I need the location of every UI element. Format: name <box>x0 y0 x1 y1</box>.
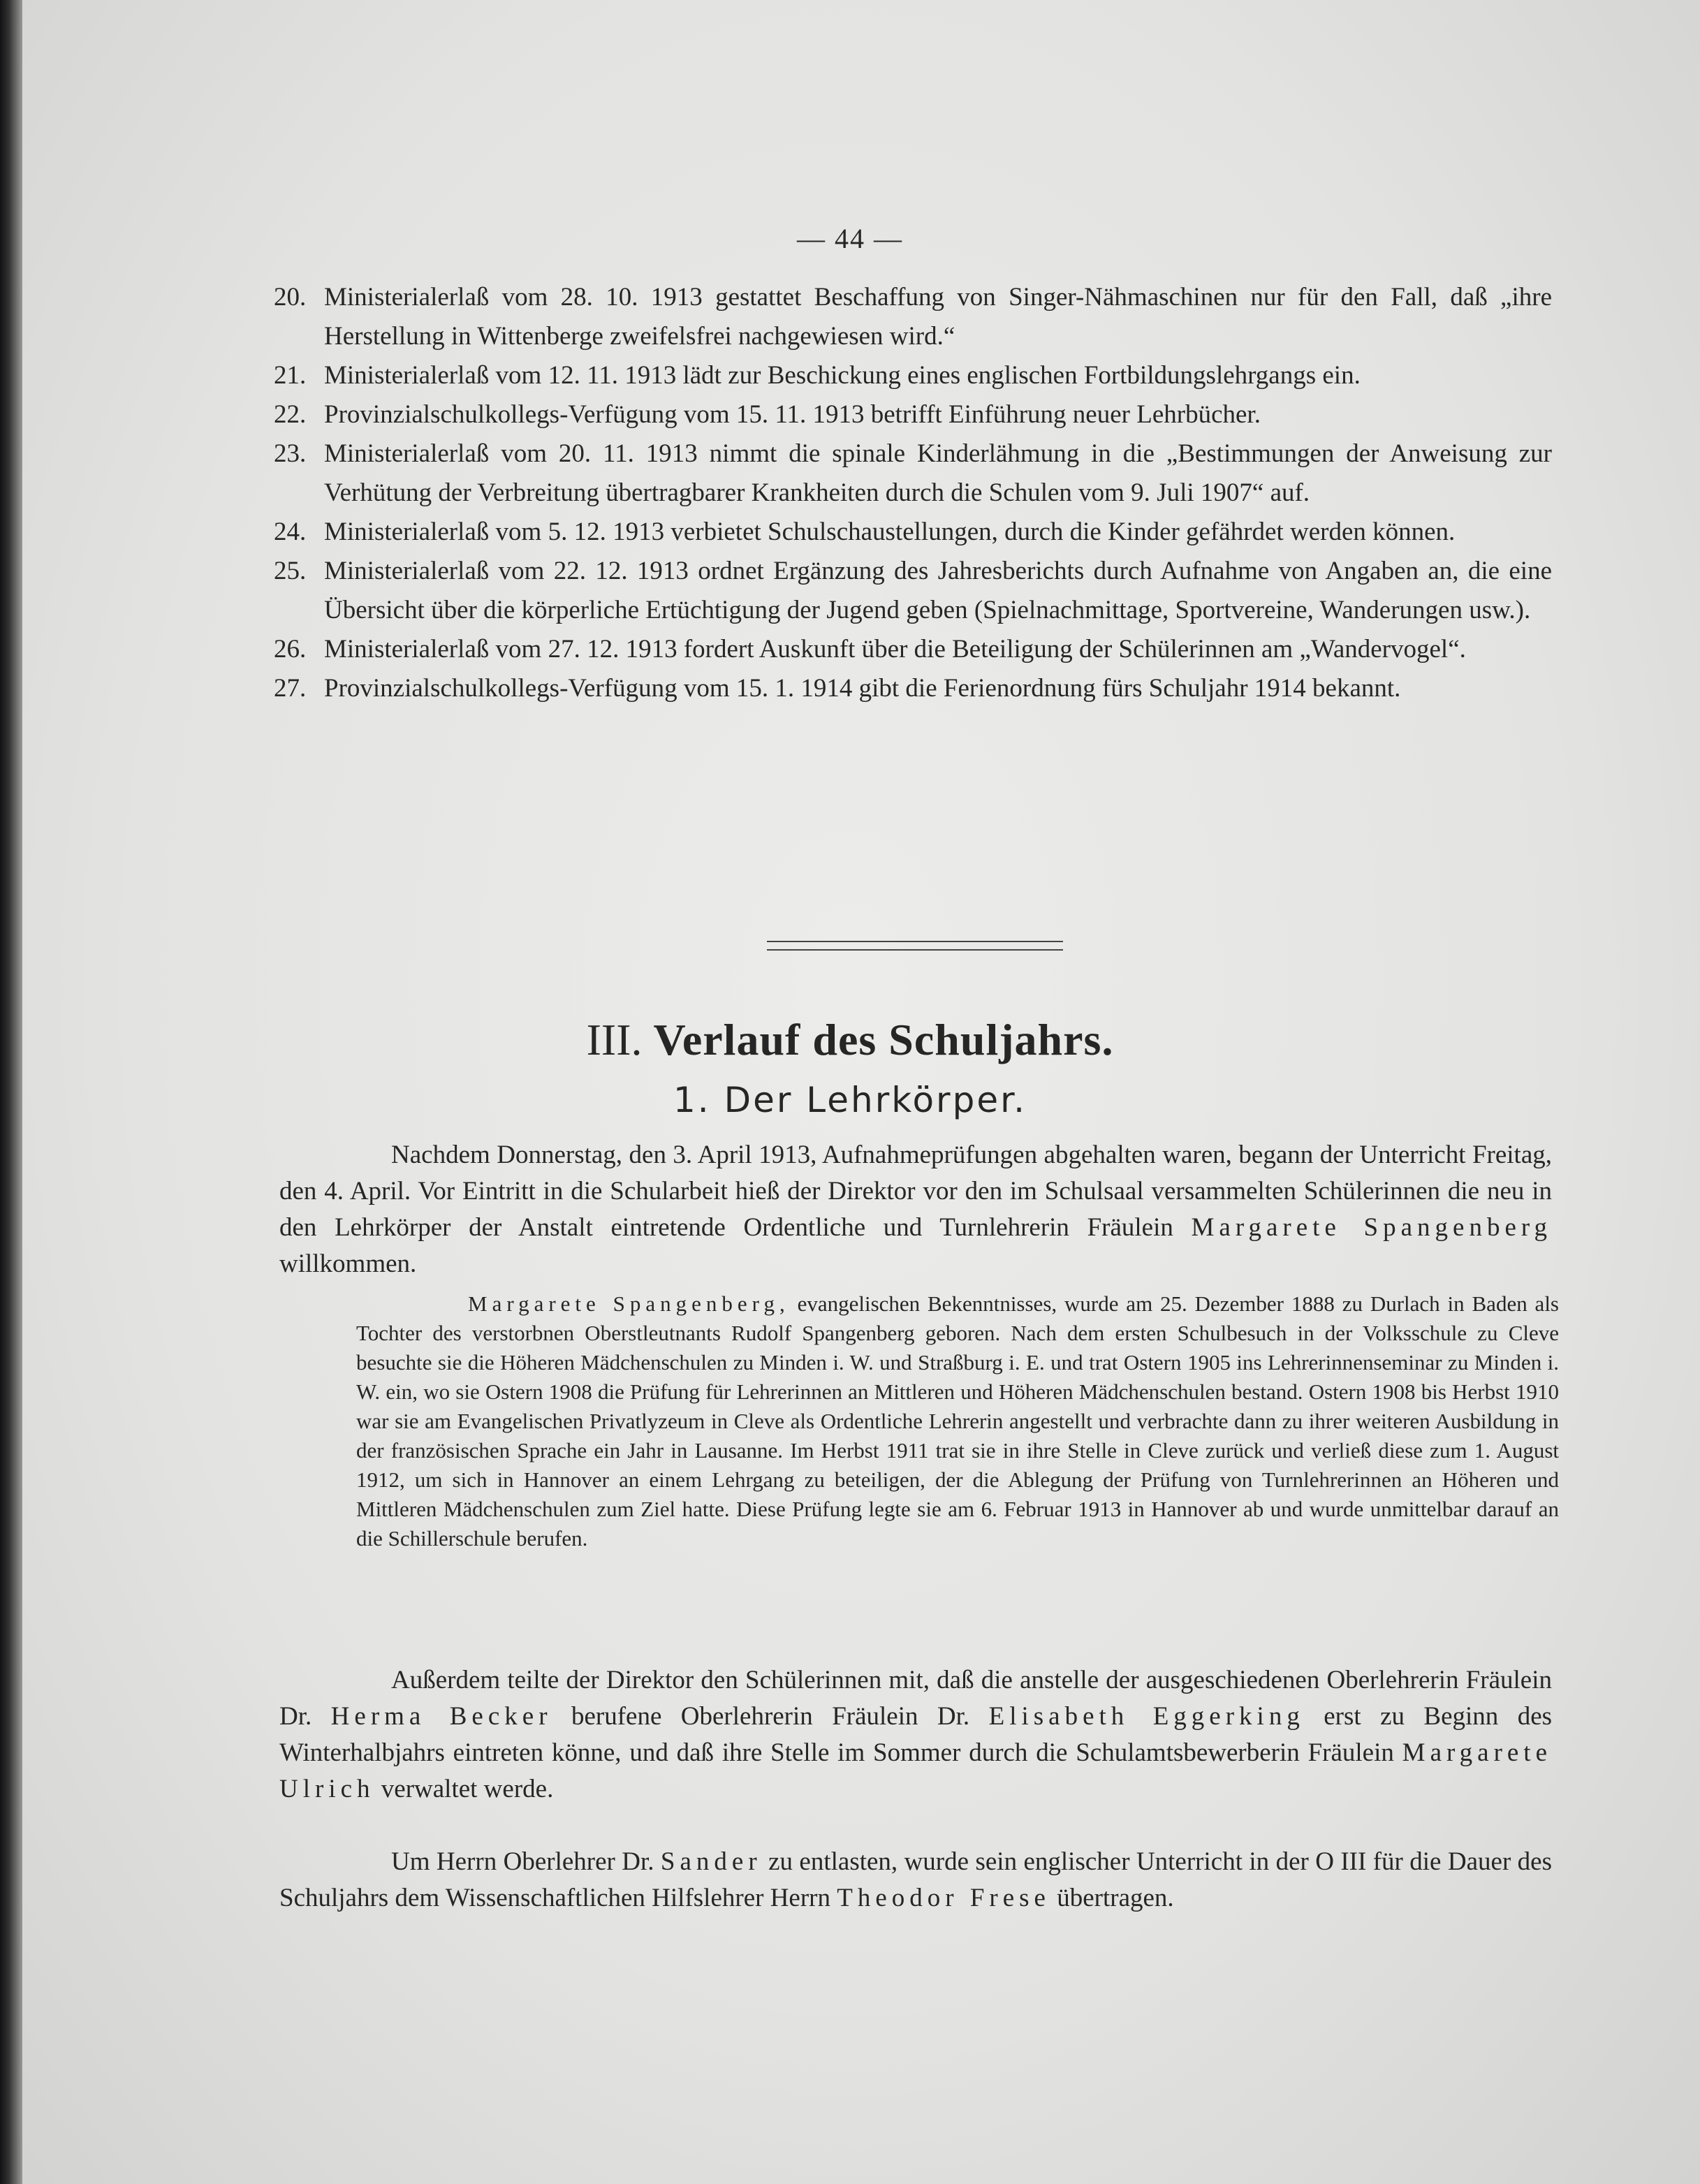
item-text: Provinzialschulkollegs-Verfügung vom 15. 11. 1913 betrifft Einführung neuer Lehrbücher. <box>324 400 1261 429</box>
list-item <box>274 552 1552 630</box>
section-heading <box>0 1014 1700 1066</box>
biography-text: evangelischen Bekenntnisses, wurde am 25. Dezember 1888 zu Durlach in Baden als Tochter des verstorbnen Oberstleutnants Rudolf Spangenberg geboren. Nach dem ersten Schulbesuch in der Volksschule zu Cleve besuchte sie die Höheren Mädchenschulen zu Minden i. W. und Straßburg i. E. und trat Ostern 1905 ins Lehrerinnenseminar zu Minden i. W. ein, wo sie Ostern 1908 die Prüfung für Lehrerinnen an Mittleren und Höheren Mädchenschulen bestand. Ostern 1908 bis Herbst 1910 war sie am Evangelischen Privatlyzeum in Cleve als Ordentliche Lehrerin angestellt und verbrachte dann zu ihrer weiteren Ausbildung in der französischen Sprache ein Jahr in Lausanne. Im Herbst 1911 trat sie in ihre Stelle in Cleve zurück und verließ diese zum 1. August 1912, um sich in Hannover an einem Lehrgang zu beteiligen, der die Ablegung der Prüfung von Turnlehrerinnen an Höheren und Mittleren Mädchenschulen zum Ziel hatte. Diese Prüfung legte sie am 6. Februar 1913 in Hannover ab und wurde unmittelbar darauf an die Schillerschule berufen. <box>356 1291 1559 1551</box>
list-item <box>274 434 1552 513</box>
page-number: — 44 — <box>797 223 903 254</box>
list-item <box>274 356 1552 395</box>
paragraph-text: berufene Oberlehrerin Fräulein Dr. <box>571 1702 970 1731</box>
paragraph-text: verwaltet werde. <box>381 1775 554 1803</box>
item-text: Provinzialschulkollegs-Verfügung vom 15. 1. 1914 gibt die Ferienordnung fürs Schuljahr 1914 bekannt. <box>324 674 1401 703</box>
item-number: 23. <box>274 439 307 468</box>
item-number: 27. <box>274 674 307 703</box>
paragraph-text: Nachdem Donnerstag, den 3. April 1913, Aufnahmeprüfungen abgehalten waren, begann der Unterricht Freitag, den 4. April. Vor Eintritt in die Schularbeit hieß der Direktor vor den im Schulsaal versammelten Schülerinnen die neu in den Lehrkörper der Anstalt eintretende Ordentliche und Turnlehrerin Fräulein <box>279 1141 1552 1242</box>
item-text: Ministerialerlaß vom 20. 11. 1913 nimmt die spinale Kinderlähmung in die „Bestimmungen der Anweisung zur Verhütung der Verbreitung übertragbarer Krankheiten durch die Schulen vom 9. Juli 1907“ auf. <box>324 439 1552 507</box>
list-item <box>274 278 1552 356</box>
list-item <box>274 669 1552 708</box>
section-divider <box>767 941 1063 951</box>
biography-note <box>356 1289 1559 1553</box>
section-title: Verlauf des Schuljahrs. <box>653 1015 1114 1064</box>
person-name: Theodor Frese <box>837 1884 1050 1912</box>
subsection-heading: 1. Der Lehrkörper. <box>673 1080 1027 1120</box>
list-item <box>274 630 1552 669</box>
list-item <box>274 395 1552 434</box>
paragraph-text: Außerdem teilte der Direktor den Schülerinnen mit, daß die anstelle der ausgeschiedenen Oberlehrerin Fräulein Dr. <box>279 1666 1552 1731</box>
person-name: Sander <box>660 1847 762 1876</box>
person-name: Margarete Spangenberg <box>1191 1213 1553 1242</box>
item-number: 25. <box>274 557 307 585</box>
item-number: 22. <box>274 400 307 429</box>
section-number: III. <box>586 1015 643 1064</box>
paragraph-text: erst zu Beginn des Winterhalbjahrs eintreten könne, und daß ihre Stelle im Sommer durch die Schulamtsbewerberin Fräulein <box>279 1702 1553 1767</box>
paragraph-text: Um Herrn Oberlehrer Dr. <box>391 1847 654 1876</box>
paragraph-text: zu entlasten, wurde sein englischer Unterricht in der O III für die Dauer des Schuljahrs dem Wissenschaftlichen Hilfslehrer Herrn <box>279 1847 1553 1912</box>
item-number: 20. <box>274 283 307 312</box>
item-text: Ministerialerlaß vom 27. 12. 1913 fordert Auskunft über die Beteiligung der Schülerinnen am „Wandervogel“. <box>324 635 1466 664</box>
person-name: Herma Becker <box>330 1702 552 1731</box>
paragraph-text: übertragen. <box>1057 1884 1174 1912</box>
person-name: Margarete Spangenberg, <box>468 1291 790 1316</box>
paragraph-teaching-transfer <box>279 1844 1552 1917</box>
paragraph-text: willkommen. <box>279 1249 417 1278</box>
item-number: 24. <box>274 518 307 546</box>
ordinance-list <box>274 278 1552 708</box>
paragraph-staff-changes <box>279 1662 1552 1808</box>
list-item <box>274 513 1552 552</box>
paragraph-new-teacher <box>279 1137 1552 1282</box>
person-name: Elisabeth Eggerking <box>988 1702 1305 1731</box>
item-text: Ministerialerlaß vom 5. 12. 1913 verbietet Schulschaustellungen, durch die Kinder gefährdet werden können. <box>324 518 1456 546</box>
item-text: Ministerialerlaß vom 22. 12. 1913 ordnet Ergänzung des Jahresberichts durch Aufnahme von Angaben an, die eine Übersicht über die körperliche Ertüchtigung der Jugend geben (Spielnachmittage, Sportvereine, Wanderungen usw.). <box>324 557 1552 624</box>
item-number: 26. <box>274 635 307 664</box>
item-text: Ministerialerlaß vom 12. 11. 1913 lädt zur Beschickung eines englischen Fortbildungslehrgangs ein. <box>324 361 1361 390</box>
item-number: 21. <box>274 361 307 390</box>
person-name: Margarete Ulrich <box>279 1738 1553 1803</box>
item-text: Ministerialerlaß vom 28. 10. 1913 gestattet Beschaffung von Singer-Nähmaschinen nur für den Fall, daß „ihre Herstellung in Wittenberge zweifelsfrei nachgewiesen wird.“ <box>324 283 1552 351</box>
